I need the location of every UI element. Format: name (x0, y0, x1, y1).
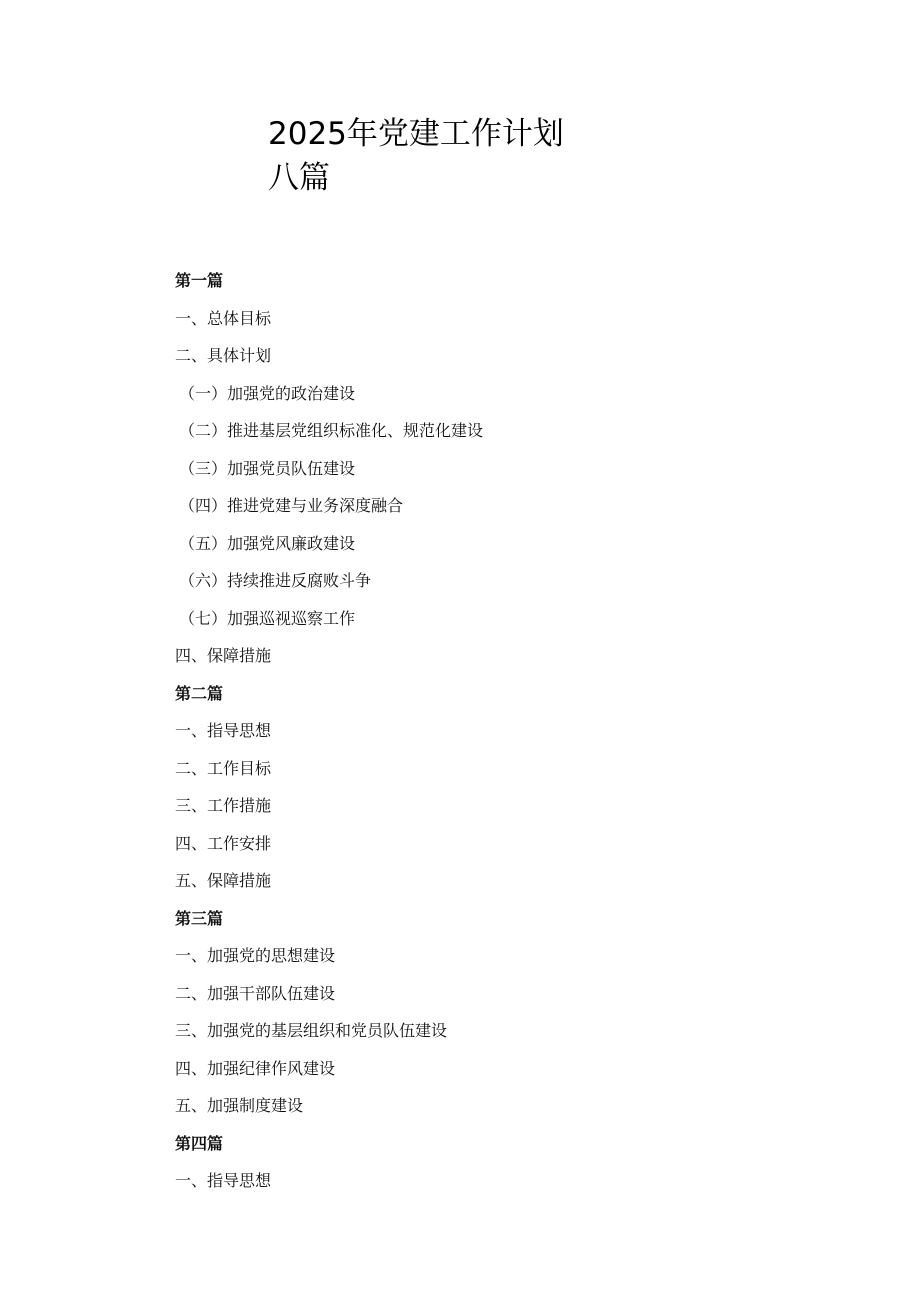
outline-item: （四）推进党建与业务深度融合 (179, 496, 404, 515)
document-title (268, 112, 628, 200)
outline-item: 四、工作安排 (175, 833, 272, 853)
table-of-contents (175, 262, 795, 1200)
outline-item: 二、加强干部队伍建设 (175, 983, 336, 1003)
outline-item: （五）加强党风廉政建设 (179, 533, 356, 553)
section-heading: 第三篇 (175, 908, 224, 928)
outline-item: （七）加强巡视巡察工作 (179, 608, 356, 628)
outline-item: （三）加强党员队伍建设 (179, 458, 356, 478)
outline-item: 三、加强党的基层组织和党员队伍建设 (175, 1021, 448, 1040)
outline-item: 二、工作目标 (175, 758, 272, 778)
outline-item: 二、具体计划 (175, 346, 272, 365)
outline-item: （六）持续推进反腐败斗争 (179, 571, 372, 590)
outline-item: 一、加强党的思想建设 (175, 946, 336, 965)
section-heading: 第四篇 (175, 1133, 224, 1153)
title-line-1: 2025年党建工作计划 (268, 116, 564, 152)
section-heading: 第二篇 (175, 683, 224, 703)
outline-item: 五、加强制度建设 (175, 1096, 304, 1115)
outline-item: （一）加强党的政治建设 (179, 383, 356, 403)
outline-item: 四、加强纪律作风建设 (175, 1058, 336, 1078)
outline-item: 五、保障措施 (175, 871, 272, 890)
outline-item: 四、保障措施 (175, 646, 272, 665)
outline-item: 一、总体目标 (175, 308, 272, 328)
section-heading: 第一篇 (175, 271, 224, 290)
title-line-2: 八篇 (268, 160, 330, 196)
outline-item: 三、工作措施 (175, 796, 272, 815)
outline-item: 一、指导思想 (175, 721, 272, 740)
outline-item: （二）推进基层党组织标准化、规范化建设 (179, 421, 484, 440)
outline-item: 一、指导思想 (175, 1171, 272, 1190)
